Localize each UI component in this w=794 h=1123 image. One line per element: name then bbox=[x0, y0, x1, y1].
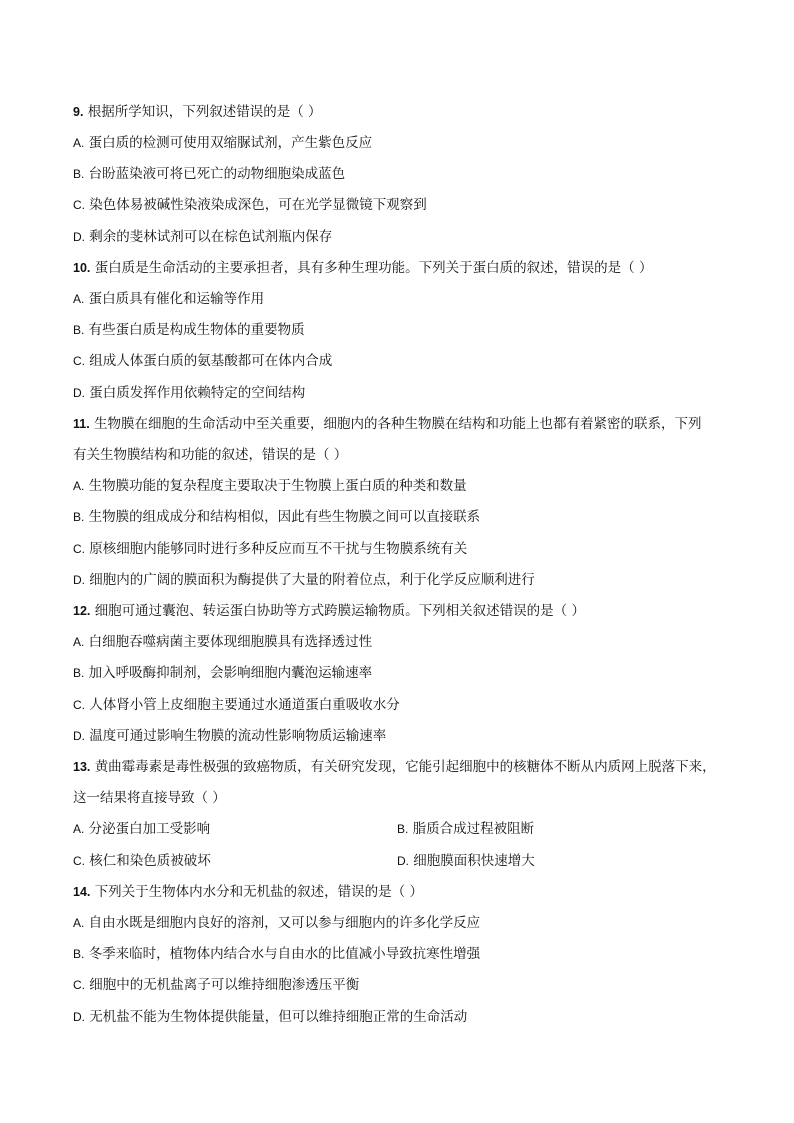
option-label: C. bbox=[73, 978, 85, 992]
option-label: D. bbox=[73, 386, 85, 400]
option-text: 台盼蓝染液可将已死亡的动物细胞染成蓝色 bbox=[88, 166, 346, 182]
option-label: C. bbox=[73, 198, 85, 212]
option-b bbox=[73, 509, 480, 525]
option-b bbox=[397, 821, 534, 837]
option-text: 加入呼吸酶抑制剂，会影响细胞内囊泡运输速率 bbox=[88, 665, 373, 681]
option-c bbox=[73, 697, 400, 713]
option-a bbox=[73, 821, 210, 837]
option-text: 细胞膜面积快速增大 bbox=[413, 853, 535, 869]
option-text: 自由水既是细胞内良好的溶剂，又可以参与细胞内的许多化学反应 bbox=[88, 915, 481, 931]
option-label: C. bbox=[73, 542, 85, 556]
option-label: B. bbox=[73, 510, 85, 524]
option-c bbox=[73, 353, 332, 369]
option-d bbox=[397, 853, 535, 869]
question-text: 下列关于生物体内水分和无机盐的叙述，错误的是（ ） bbox=[94, 884, 423, 900]
option-text: 蛋白质的检测可使用双缩脲试剂，产生紫色反应 bbox=[88, 135, 373, 151]
option-c bbox=[73, 541, 467, 557]
question-number: 12. bbox=[73, 604, 91, 618]
option-text: 剩余的斐林试剂可以在棕色试剂瓶内保存 bbox=[89, 229, 333, 245]
question-11-stem bbox=[73, 416, 701, 432]
question-number: 14. bbox=[73, 885, 91, 899]
option-text: 无机盐不能为生物体提供能量，但可以维持细胞正常的生命活动 bbox=[89, 1009, 468, 1025]
question-10-stem bbox=[73, 260, 652, 276]
option-b bbox=[73, 166, 345, 182]
option-text: 蛋白质具有催化和运输等作用 bbox=[88, 291, 265, 307]
option-d bbox=[73, 229, 332, 245]
option-d bbox=[73, 1009, 467, 1025]
option-text: 冬季来临时，植物体内结合水与自由水的比值减小导致抗寒性增强 bbox=[88, 946, 481, 962]
question-13-stem bbox=[73, 759, 716, 775]
question-text: 蛋白质是生命活动的主要承担者，具有多种生理功能。下列关于蛋白质的叙述，错误的是（ ） bbox=[94, 260, 653, 276]
option-text: 人体肾小管上皮细胞主要通过水通道蛋白重吸收水分 bbox=[89, 697, 400, 713]
option-label: C. bbox=[73, 854, 85, 868]
question-9-stem bbox=[73, 104, 322, 120]
option-label: D. bbox=[73, 230, 85, 244]
option-label: A. bbox=[73, 479, 85, 493]
option-label: A. bbox=[73, 292, 85, 306]
option-text: 有些蛋白质是构成生物体的重要物质 bbox=[88, 322, 305, 338]
option-text: 白细胞吞噬病菌主要体现细胞膜具有选择透过性 bbox=[88, 634, 373, 650]
question-text: 细胞可通过囊泡、转运蛋白协助等方式跨膜运输物质。下列相关叙述错误的是（ ） bbox=[94, 603, 585, 619]
question-text: 有关生物膜结构和功能的叙述，错误的是（ ） bbox=[73, 447, 348, 463]
option-b bbox=[73, 665, 372, 681]
option-a bbox=[73, 135, 372, 151]
option-c bbox=[73, 977, 359, 993]
option-text: 生物膜的组成成分和结构相似，因此有些生物膜之间可以直接联系 bbox=[88, 509, 481, 525]
option-label: C. bbox=[73, 354, 85, 368]
option-text: 染色体易被碱性染液染成深色，可在光学显微镜下观察到 bbox=[89, 197, 427, 213]
question-number: 13. bbox=[73, 760, 91, 774]
option-label: D. bbox=[397, 854, 409, 868]
option-text: 细胞中的无机盐离子可以维持细胞渗透压平衡 bbox=[89, 977, 360, 993]
option-label: B. bbox=[73, 167, 85, 181]
option-a bbox=[73, 478, 467, 494]
option-label: B. bbox=[397, 822, 409, 836]
option-label: A. bbox=[73, 916, 85, 930]
question-text: 根据所学知识，下列叙述错误的是（ ） bbox=[87, 104, 322, 120]
option-label: B. bbox=[73, 947, 85, 961]
option-label: D. bbox=[73, 573, 85, 587]
option-d bbox=[73, 572, 535, 588]
option-text: 原核细胞内能够同时进行多种反应而互不干扰与生物膜系统有关 bbox=[89, 541, 468, 557]
option-a bbox=[73, 915, 480, 931]
option-text: 分泌蛋白加工受影响 bbox=[88, 821, 211, 837]
question-text: 这一结果将直接导致（ ） bbox=[73, 790, 226, 806]
option-text: 细胞内的广阔的膜面积为酶提供了大量的附着位点，利于化学反应顺利进行 bbox=[89, 572, 535, 588]
question-11-stem-cont bbox=[73, 447, 347, 463]
option-label: D. bbox=[73, 729, 85, 743]
question-number: 11. bbox=[73, 417, 90, 431]
question-14-stem bbox=[73, 884, 423, 900]
option-c bbox=[73, 197, 427, 213]
option-label: A. bbox=[73, 136, 85, 150]
question-13-stem-cont bbox=[73, 790, 226, 806]
question-12-stem bbox=[73, 603, 585, 619]
option-text: 脂质合成过程被阻断 bbox=[412, 821, 535, 837]
option-label: A. bbox=[73, 635, 85, 649]
question-text: 黄曲霉毒素是毒性极强的致癌物质，有关研究发现，它能引起细胞中的核糖体不断从内质网上脱落下来， bbox=[94, 759, 716, 775]
option-label: B. bbox=[73, 323, 85, 337]
option-a bbox=[73, 634, 372, 650]
option-text: 组成人体蛋白质的氨基酸都可在体内合成 bbox=[89, 353, 333, 369]
option-text: 生物膜功能的复杂程度主要取决于生物膜上蛋白质的种类和数量 bbox=[88, 478, 467, 494]
option-a bbox=[73, 291, 264, 307]
option-label: B. bbox=[73, 666, 85, 680]
question-number: 10. bbox=[73, 261, 91, 275]
option-d bbox=[73, 728, 386, 744]
option-label: D. bbox=[73, 1010, 85, 1024]
option-text: 蛋白质发挥作用依赖特定的空间结构 bbox=[89, 385, 306, 401]
option-b bbox=[73, 322, 305, 338]
option-label: C. bbox=[73, 698, 85, 712]
question-text: 生物膜在细胞的生命活动中至关重要，细胞内的各种生物膜在结构和功能上也都有着紧密的联系，下列 bbox=[93, 416, 702, 432]
option-text: 核仁和染色质被破坏 bbox=[89, 853, 211, 869]
option-c bbox=[73, 853, 211, 869]
option-label: A. bbox=[73, 822, 85, 836]
option-b bbox=[73, 946, 480, 962]
option-text: 温度可通过影响生物膜的流动性影响物质运输速率 bbox=[89, 728, 387, 744]
question-number: 9. bbox=[73, 105, 84, 119]
option-d bbox=[73, 385, 305, 401]
